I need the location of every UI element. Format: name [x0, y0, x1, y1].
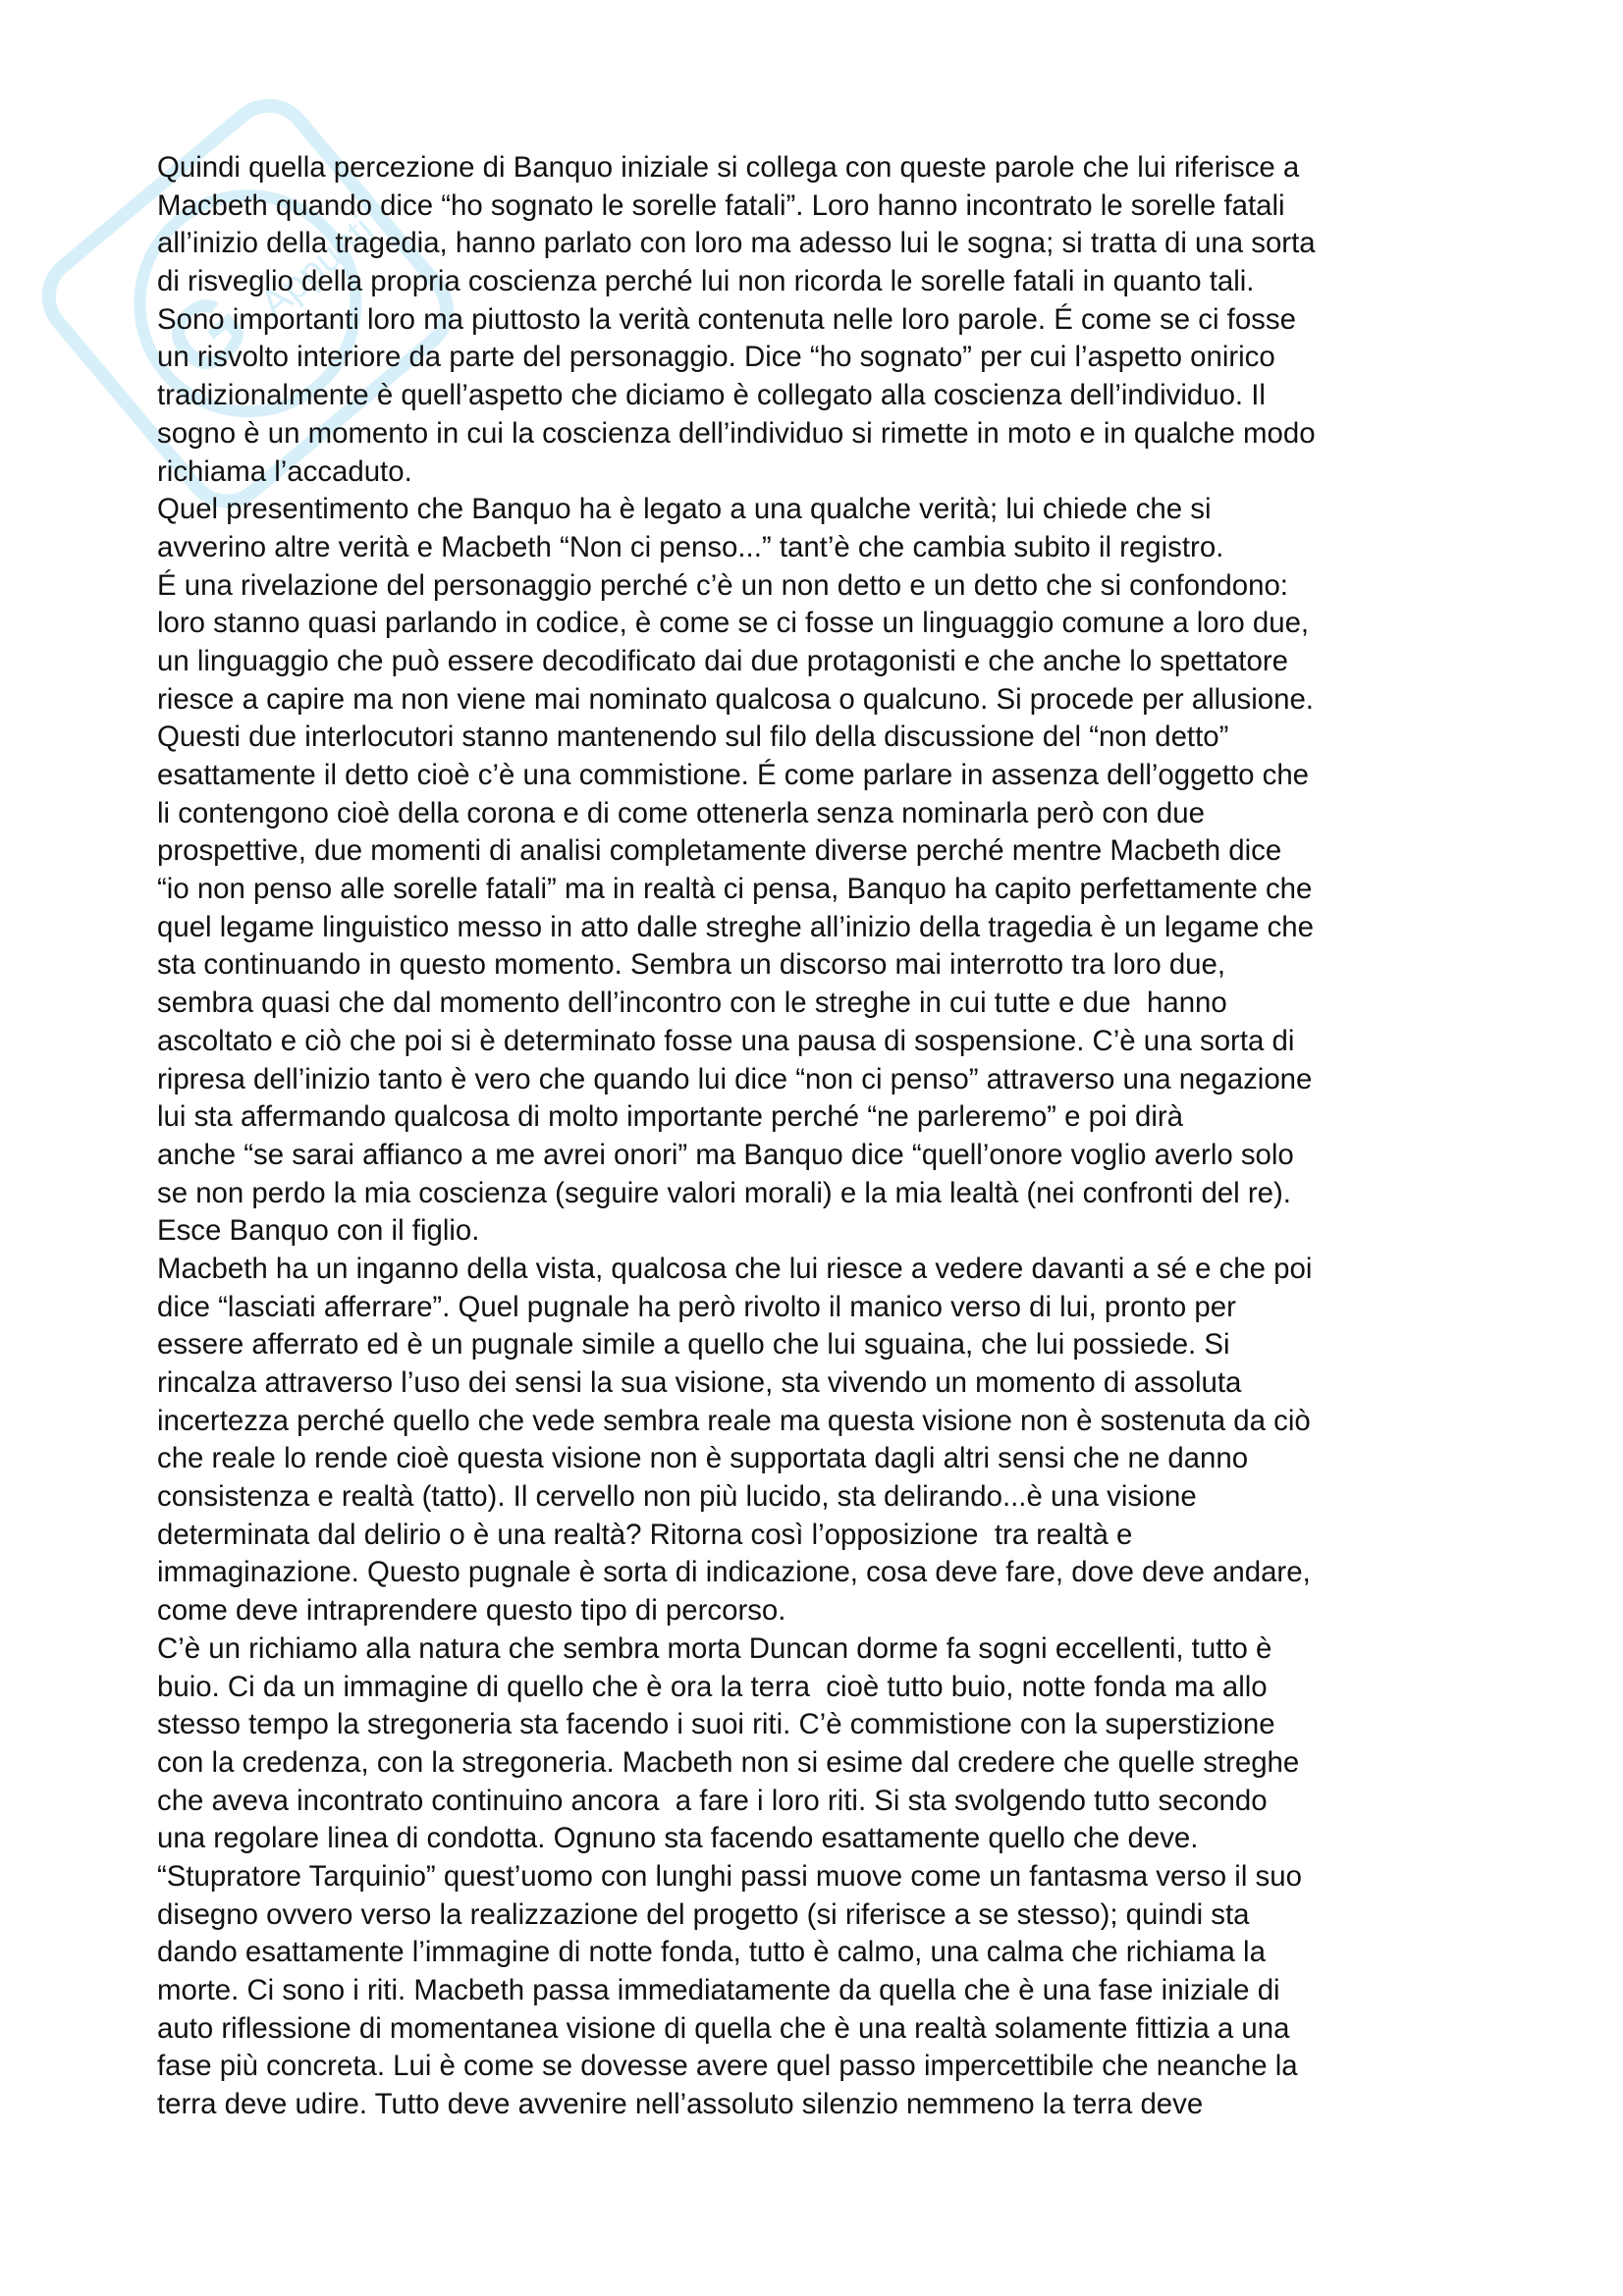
- text-line: buio. Ci da un immagine di quello che è ora la terra cioè tutto buio, notte fonda ma allo: [157, 1670, 1268, 1703]
- text-line: disegno ovvero verso la realizzazione del progetto (si riferisce a se stesso); quindi sta: [157, 1897, 1250, 1931]
- text-line: incertezza perché quello che vede sembra reale ma questa visione non è sostenuta da ciò: [157, 1404, 1311, 1437]
- text-line: Questi due interlocutori stanno mantenendo sul filo della discussione del “non detto”: [157, 721, 1229, 754]
- text-line: richiama l’accaduto.: [157, 454, 412, 488]
- text-line: dando esattamente l’immagine di notte fonda, tutto è calmo, una calma che richiama la: [157, 1936, 1266, 1969]
- text-line: terra deve udire. Tutto deve avvenire nell’assoluto silenzio nemmeno la terra deve: [157, 2088, 1204, 2121]
- text-line: un risvolto interiore da parte del personaggio. Dice “ho sognato” per cui l’aspetto onirico: [157, 341, 1275, 374]
- text-line: determinata dal delirio o è una realtà? Ritorna così l’opposizione tra realtà e: [157, 1518, 1133, 1551]
- svg-text:G: G: [144, 271, 269, 400]
- text-line: li contengono cioè della corona e di come ottenerla senza nominarla però con due: [157, 796, 1205, 829]
- text-line: rincalza attraverso l’uso dei sensi la sua visione, sta vivendo un momento di assoluta: [157, 1366, 1242, 1399]
- text-line: di risveglio della propria coscienza perché lui non ricorda le sorelle fatali in quanto tali.: [157, 265, 1255, 298]
- text-line: lui sta affermando qualcosa di molto importante perché “ne parleremo” e poi dirà: [157, 1100, 1184, 1134]
- text-line: Macbeth quando dice “ho sognato le sorelle fatali”. Loro hanno incontrato le sorelle fatali: [157, 188, 1285, 222]
- text-line: all’inizio della tragedia, hanno parlato con loro ma adesso lui le sogna; si tratta di una sorta: [157, 227, 1316, 260]
- text-line: essere afferrato ed è un pugnale simile a quello che lui sguaina, che lui possiede. Si: [157, 1328, 1230, 1362]
- text-line: loro stanno quasi parlando in codice, è come se ci fosse un linguaggio comune a loro due,: [157, 607, 1310, 640]
- text-line: avverino altre verità e Macbeth “Non ci penso...” tant’è che cambia subito il registro.: [157, 530, 1224, 563]
- text-line: C’è un richiamo alla natura che sembra morta Duncan dorme fa sogni eccellenti, tutto è: [157, 1631, 1272, 1665]
- text-line: un linguaggio che può essere decodificato dai due protagonisti e che anche lo spettatore: [157, 644, 1288, 677]
- text-line: esattamente il detto cioè c’è una commistione. É come parlare in assenza dell’oggetto che: [157, 759, 1310, 791]
- text-line: “Stupratore Tarquinio” quest’uomo con lunghi passi muove come un fantasma verso il suo: [157, 1859, 1302, 1893]
- text-line: sembra quasi che dal momento dell’incontro con le streghe in cui tutte e due hanno: [157, 987, 1227, 1020]
- text-line: consistenza e realtà (tatto). Il cervello non più lucido, sta delirando...è una visione: [157, 1480, 1197, 1514]
- text-line: quel legame linguistico messo in atto dalle streghe all’inizio della tragedia è un legame che: [157, 910, 1314, 943]
- text-line: “io non penso alle sorelle fatali” ma in realtà ci pensa, Banquo ha capito perfettamente che: [157, 873, 1313, 906]
- text-line: auto riflessione di momentanea visione di quella che è una realtà solamente fittizia a una: [157, 2011, 1290, 2045]
- text-line: dice “lasciati afferrare”. Quel pugnale ha però rivolto il manico verso di lui, pronto per: [157, 1290, 1236, 1323]
- text-line: Sono importanti loro ma piuttosto la verità contenuta nelle loro parole. É come se ci fosse: [157, 302, 1296, 336]
- text-line: É una rivelazione del personaggio perché c’è un non detto e un detto che si confondono:: [157, 568, 1288, 602]
- text-line: Macbeth ha un inganno della vista, qualcosa che lui riesce a vedere davanti a sé e che poi: [157, 1252, 1313, 1285]
- text-line: prospettive, due momenti di analisi completamente diverse perché mentre Macbeth dice: [157, 834, 1282, 868]
- text-line: immaginazione. Questo pugnale è sorta di indicazione, cosa deve fare, dove deve andare,: [157, 1556, 1311, 1589]
- text-line: fase più concreta. Lui è come se dovesse avere quel passo impercettibile che neanche la: [157, 2050, 1298, 2083]
- text-line: ascoltato e ciò che poi si è determinato fosse una pausa di sospensione. C’è una sorta di: [157, 1024, 1295, 1057]
- text-line: Quel presentimento che Banquo ha è legato a una qualche verità; lui chiede che si: [157, 493, 1212, 526]
- document-body: [157, 149, 1492, 2124]
- text-line: come deve intraprendere questo tipo di percorso.: [157, 1594, 786, 1628]
- text-line: che aveva incontrato continuino ancora a fare i loro riti. Si sta svolgendo tutto secondo: [157, 1784, 1268, 1817]
- text-line: che reale lo rende cioè questa visione non è supportata dagli altri sensi che ne danno: [157, 1442, 1249, 1475]
- text-line: sta continuando in questo momento. Sembra un discorso mai interrotto tra loro due,: [157, 948, 1226, 982]
- text-line: Esce Banquo con il figlio.: [157, 1214, 480, 1248]
- text-line: ripresa dell’inizio tanto è vero che quando lui dice “non ci penso” attraverso una negazione: [157, 1062, 1313, 1095]
- text-line: anche “se sarai affianco a me avrei onori” ma Banquo dice “quell’onore voglio averlo solo: [157, 1138, 1294, 1171]
- text-line: morte. Ci sono i riti. Macbeth passa immediatamente da quella che è una fase iniziale di: [157, 1974, 1280, 2006]
- text-line: tradizionalmente è quell’aspetto che diciamo è collegato alla coscienza dell’individuo. Il: [157, 379, 1266, 412]
- text-line: con la credenza, con la stregoneria. Macbeth non si esime dal credere che quelle streghe: [157, 1745, 1300, 1779]
- text-line: sogno è un momento in cui la coscienza dell’individuo si rimette in moto e in qualche modo: [157, 416, 1316, 450]
- watermark-text: Appunti: [251, 207, 383, 327]
- text-line: stesso tempo la stregoneria sta facendo i suoi riti. C’è commistione con la superstizione: [157, 1708, 1275, 1741]
- text-line: riesce a capire ma non viene mai nominato qualcosa o qualcuno. Si procede per allusione.: [157, 682, 1314, 716]
- text-line: se non perdo la mia coscienza (seguire valori morali) e la mia lealtà (nei confronti del re).: [157, 1176, 1291, 1209]
- text-line: una regolare linea di condotta. Ognuno sta facendo esattamente quello che deve.: [157, 1822, 1199, 1855]
- text-line: Quindi quella percezione di Banquo iniziale si collega con queste parole che lui riferisce a: [157, 151, 1300, 184]
